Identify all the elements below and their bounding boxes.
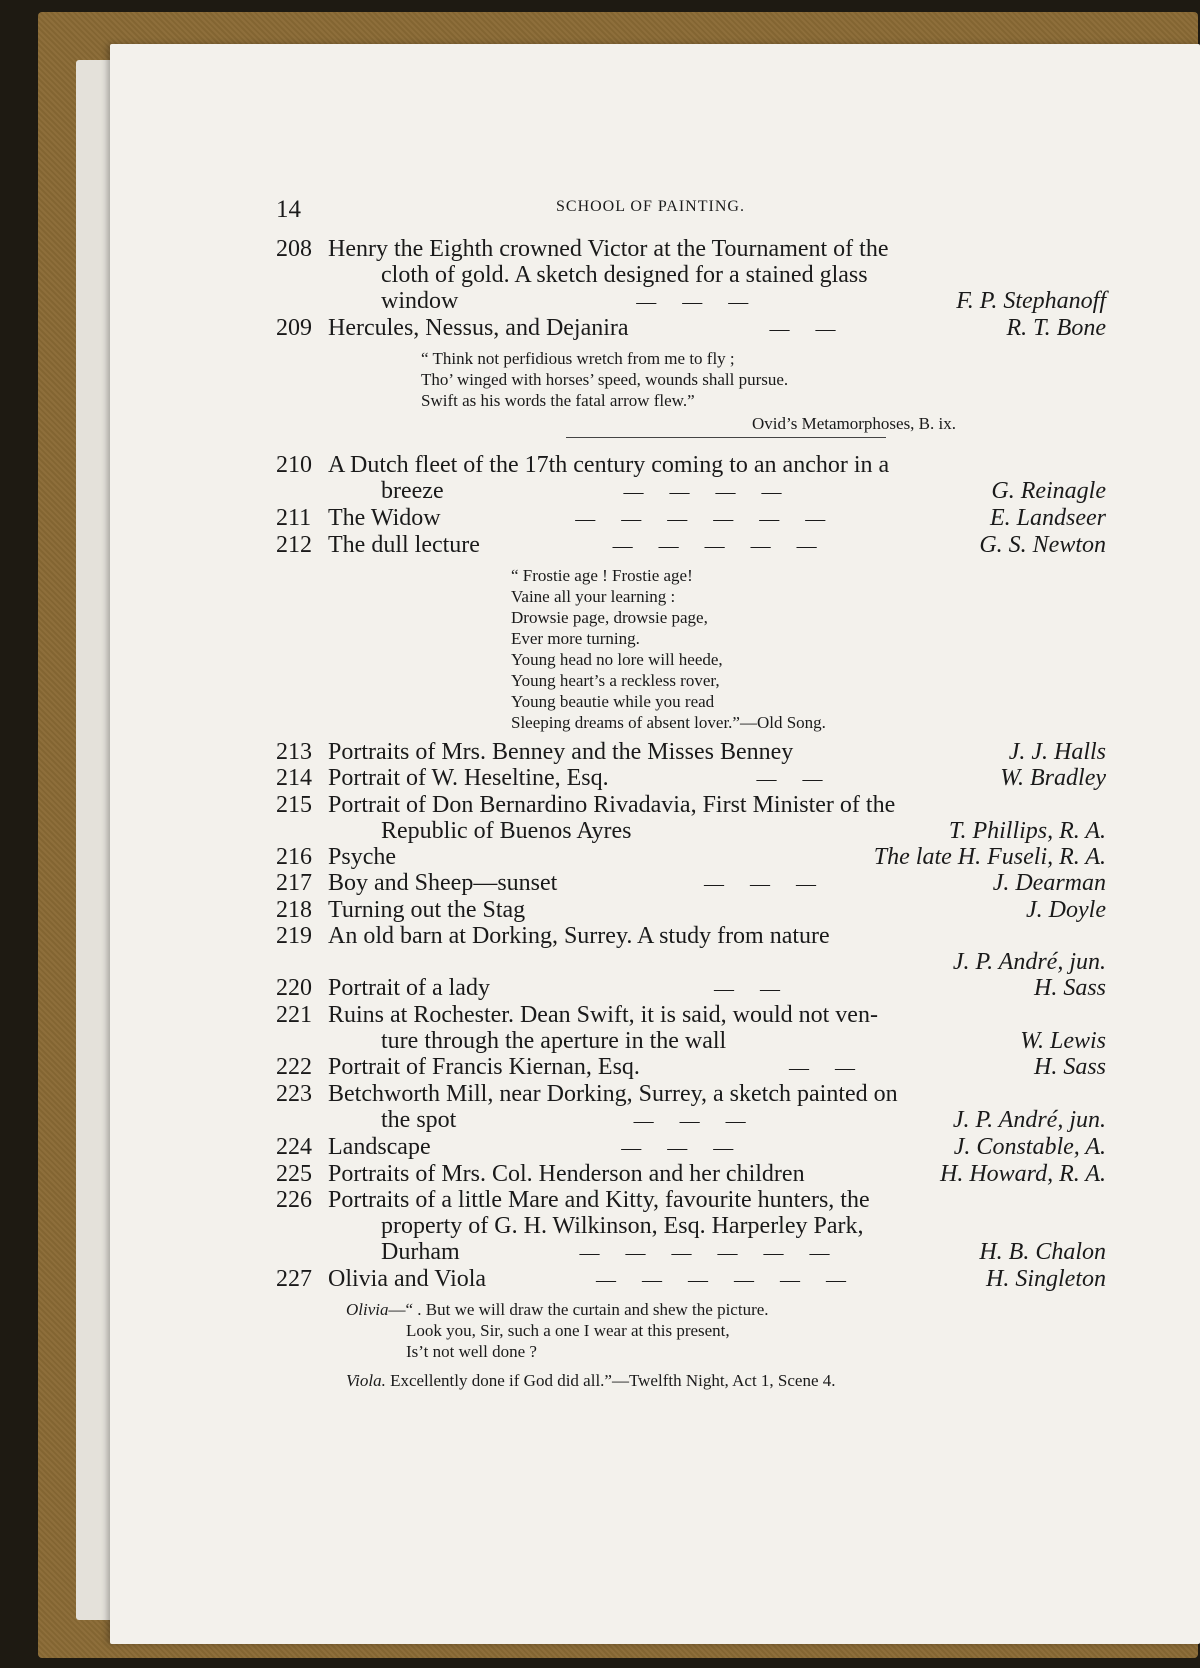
verse-line: Swift as his words the fatal arrow flew.” [421,391,695,410]
catalog-entry [276,1187,1106,1266]
entry-number: 221 [276,1002,312,1028]
entry-artist: J. Dearman [992,870,1106,896]
catalog-entry [276,923,1106,975]
speaker-name: Viola. [346,1371,386,1390]
leader-dashes: ——— [636,291,775,313]
entry-number: 223 [276,1081,312,1107]
verse-citation: Ovid’s Metamorphoses, B. ix. [752,414,956,433]
entry-title: Portrait of Don Bernardino Rivadavia, First Minister of the [328,792,896,818]
entry-title: Turning out the Stag [328,897,526,923]
leader-dashes: —————— [596,1269,873,1291]
entry-artist: The late H. Fuseli, R. A. [873,844,1106,870]
entry-title-cont: cloth of gold. A sketch designed for a stained glass [381,262,868,288]
entry-title: Portraits of Mrs. Benney and the Misses Benney [328,739,794,765]
entry-title: Portraits of Mrs. Col. Henderson and her children [328,1161,805,1187]
verse-line: Drowsie page, drowsie page, [511,608,708,627]
leader-dashes: —— [756,768,849,790]
entry-number: 225 [276,1161,312,1187]
entry-artist: J. Constable, A. [953,1134,1106,1160]
dialogue-line [346,1299,1106,1320]
entry-artist: G. Reinagle [991,478,1106,504]
entry-artist: F. P. Stephanoff [956,288,1106,314]
entry-artist: H. Howard, R. A. [939,1161,1106,1187]
catalog-list [276,236,1106,1397]
catalog-entry [276,1002,1106,1054]
entry-artist: J. P. André, jun. [952,1107,1106,1133]
entry-number: 213 [276,739,312,765]
catalog-entry [276,315,1106,342]
entry-artist: H. Singleton [986,1266,1106,1292]
verse-line: Young head no lore will heede, [511,650,723,669]
entry-title: An old barn at Dorking, Surrey. A study from nature [328,923,830,949]
verse-line: Young heart’s a reckless rover, [511,671,720,690]
verse-line: Tho’ winged with horses’ speed, wounds shall pursue. [421,370,789,389]
leader-dashes: ——— [621,1137,760,1159]
catalog-entry [276,792,1106,844]
leader-dashes: ——— [633,1110,772,1132]
entry-title: Portrait of W. Heseltine, Esq. [328,765,609,791]
entry-title-cont: Republic of Buenos Ayres [381,818,632,844]
leader-dashes: ———— [623,481,808,503]
verse-line: “ Frostie age ! Frostie age! [511,566,693,585]
entry-number: 216 [276,844,312,870]
entry-number: 227 [276,1266,312,1292]
entry-artist: H. Sass [1033,1054,1106,1080]
dialogue-text: —“ . But we will draw the curtain and shew the picture. [388,1300,769,1319]
entry-title: Portrait of a lady [328,975,490,1001]
dialogue-text: Excellently done if God did all.”—Twelfth Night, Act 1, Scene 4. [390,1371,836,1390]
leader-dashes: ——— [704,873,842,895]
entry-artist: H. B. Chalon [979,1239,1106,1265]
entry-number: 212 [276,532,312,558]
catalog-entry [276,505,1106,532]
verse-line: Sleeping dreams of absent lover.”—Old Song. [511,713,826,732]
leader-dashes: —— [713,978,806,1000]
entry-title: The Widow [328,505,441,531]
entry-artist: E. Landseer [990,505,1106,531]
dialogue-line [346,1370,1106,1391]
speaker-name: Olivia [346,1300,389,1319]
entry-number: 226 [276,1187,312,1213]
entry-title: Olivia and Viola [328,1266,487,1292]
entry-number: 220 [276,975,312,1001]
entry-number: 218 [276,897,312,923]
entry-number: 217 [276,870,312,896]
entry-title: Henry the Eighth crowned Victor at the Tournament of the [328,236,889,262]
dialogue-line: Look you, Sir, such a one I wear at this present, [406,1321,730,1340]
catalog-entry [276,765,1106,792]
catalog-entry [276,532,1106,559]
leader-dashes: —————— [579,1242,856,1264]
entry-title-cont: ture through the aperture in the wall [381,1028,727,1054]
entry-number: 208 [276,236,312,262]
entry-number: 214 [276,765,312,791]
entry-title: Landscape [328,1134,431,1160]
verse-line: “ Think not perfidious wretch from me to fly ; [421,349,735,368]
catalog-entry [276,1266,1106,1293]
catalog-entry [276,897,1106,923]
verse-quote [421,348,1106,438]
catalog-entry [276,1161,1106,1187]
entry-title-cont: the spot [381,1107,457,1133]
entry-title: The dull lecture [328,532,480,558]
catalog-entry [276,870,1106,897]
entry-title-cont: property of G. H. Wilkinson, Esq. Harperley Park, [381,1213,864,1239]
entry-number: 215 [276,792,312,818]
catalog-entry [276,1134,1106,1161]
catalog-entry [276,236,1106,315]
entry-title: Ruins at Rochester. Dean Swift, it is said, would not ven- [328,1002,878,1028]
dialogue-quote [346,1299,1106,1391]
catalog-entry [276,975,1106,1002]
entry-title: Hercules, Nessus, and Dejanira [328,315,629,341]
entry-title: Psyche [328,844,396,870]
leader-dashes: —— [788,1057,881,1079]
entry-artist: W. Lewis [1020,1028,1106,1054]
running-head: SCHOOL OF PAINTING. [556,198,745,215]
entry-title-cont: Durham [381,1239,460,1265]
dialogue-line: Is’t not well done ? [406,1342,537,1361]
catalog-entry [276,452,1106,505]
entry-title: A Dutch fleet of the 17th century coming to an anchor in a [328,452,890,478]
divider-rule [566,437,886,438]
entry-artist: H. Sass [1033,975,1106,1001]
verse-line: Vaine all your learning : [511,587,676,606]
entry-artist: W. Bradley [1000,765,1106,791]
entry-artist: R. T. Bone [1006,315,1106,341]
entry-number: 219 [276,923,312,949]
entry-artist: J. J. Halls [1008,739,1106,765]
entry-number: 224 [276,1134,312,1160]
catalog-entry [276,844,1106,870]
entry-title: Boy and Sheep—sunset [328,870,558,896]
verse-line: Young beautie while you read [511,692,715,711]
entry-artist: J. P. André, jun. [952,949,1106,975]
catalog-entry [276,1081,1106,1134]
entry-title: Portrait of Francis Kiernan, Esq. [328,1054,640,1080]
entry-title: Portraits of a little Mare and Kitty, favourite hunters, the [328,1187,870,1213]
verse-line: Ever more turning. [511,629,640,648]
entry-number: 211 [276,505,312,531]
leader-dashes: —— [769,318,862,340]
entry-artist: T. Phillips, R. A. [948,818,1106,844]
entry-title-cont: window [381,288,459,314]
entry-number: 210 [276,452,312,478]
leader-dashes: ————— [612,535,843,557]
page-number: 14 [276,196,301,223]
entry-title-cont: breeze [381,478,444,504]
leader-dashes: —————— [575,508,852,530]
verse-quote [511,565,1106,733]
entry-number: 209 [276,315,312,341]
entry-artist: G. S. Newton [979,532,1106,558]
entry-title: Betchworth Mill, near Dorking, Surrey, a sketch painted on [328,1081,898,1107]
catalog-entry [276,1054,1106,1081]
entry-artist: J. Doyle [1026,897,1106,923]
catalog-entry [276,739,1106,765]
entry-number: 222 [276,1054,312,1080]
